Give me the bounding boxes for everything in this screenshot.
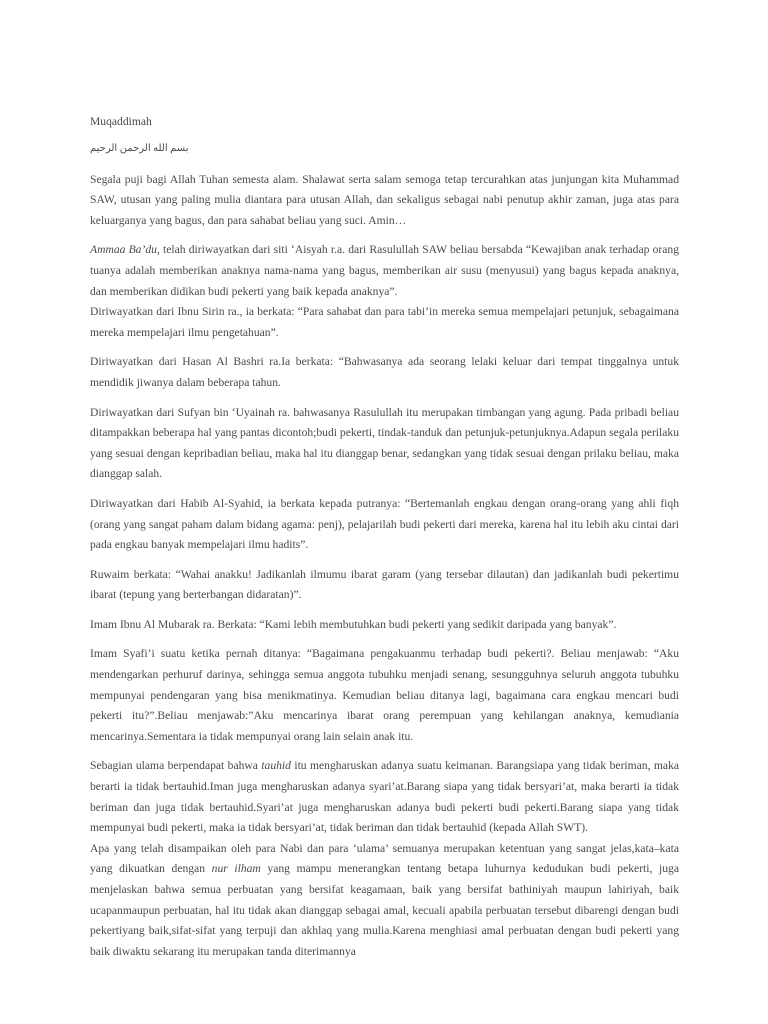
paragraph-text: Sebagian ulama berpendapat bahwa	[90, 759, 262, 773]
paragraph-nur-ilham	[90, 839, 679, 963]
paragraph-imam-syafii: Imam Syafi’i suatu ketika pernah ditanya: “Bagaimana pengakuanmu terhadap budi pekerti?. Beliau menjawab: “Aku mendengarkan perhuruf darinya, sehingga semua anggota tubuhku menjadi senang, sesungguhnya seluruh anggota tubuhku mempunyai pendengaran yang bisa menikmatinya. Kemudian beliau ditanya lagi, bagaimana cara engkau mencari budi pekerti itu?”.Beliau menjawab:”Aku mencarinya ibarat orang perempuan yang kehilangan anaknya, kemudiania mencarinya.Sementara ia tidak mempunyai orang lain selain anak itu.	[90, 647, 679, 743]
paragraph-hasan-al-bashri: Diriwayatkan dari Hasan Al Bashri ra.Ia berkata: “Bahwasanya ada seorang lelaki keluar dari tempat tinggalnya untuk mendidik jiwanya dalam beberapa tahun.	[90, 355, 679, 389]
italic-term: tauhid	[261, 759, 291, 773]
paragraph-habib-al-syahid: Diriwayatkan dari Habib Al-Syahid, ia berkata kepada putranya: “Bertemanlah engkau dengan orang-orang yang ahli fiqh (orang yang sangat paham dalam bidang agama: penj), pelajarilah budi pekerti dari mereka, karena hal itu lebih aku cintai dari pada engkau banyak mempelajari ilmu hadits”.	[90, 496, 679, 552]
paragraph-ruwaim: Ruwaim berkata: “Wahai anakku! Jadikanlah ilmumu ibarat garam (yang tersebar dilautan) dan jadikanlah budi pekertimu ibarat (tepung yang berterbangan didaratan)”.	[90, 567, 679, 602]
paragraph-text: itu mengharuskan adanya suatu keimanan. Barangsiapa yang tidak beriman, maka berarti ia tidak bertauhid.Iman juga mengharuskan adanya syari’at.Barang siapa yang tidak bersyari’at, maka berarti ia tidak beriman dan juga tidak bertauhid.Syari’at juga mengharuskan adanya budi pekerti budi pekerti.Barang siapa yang tidak mempunyai budi pekerti, maka ia tidak bersyari’at, tidak beriman dan tidak bertauhid (kepada Allah SWT).	[90, 759, 680, 835]
bismillah-line: بسم الله الرحمن الرحيم	[90, 142, 189, 154]
document-page	[90, 112, 679, 962]
paragraph-ammaa-badu	[90, 240, 679, 302]
italic-phrase: Ammaa Ba’du	[90, 243, 157, 257]
paragraph-text: Apa yang telah disampaikan oleh para Nabi dan para ‘ulama’ semuanya merupakan ketentuan yang sangat jelas,kata–kata yang dikuatkan dengan	[90, 841, 679, 876]
document-heading: Muqaddimah	[90, 115, 152, 128]
paragraph-text: yang mampu menerangkan tentang betapa luhurnya kedudukan budi pekerti, juga menjelaskan bahwa semua perbuatan yang bersifat keagamaan, baik yang bersifat bathiniyah maupun lahiriyah, baik ucapanmaupun perbuatan, hal itu tidak akan dianggap sebagai amal, kecuali apabila perbuatan tersebut dibarengi dengan budi pekertiyang baik,sifat-sifat yang terpuji dan akhlaq yang mulia.Karena menghiasi amal perbuatan dengan budi pekerti yang baik diwaktu sekarang itu merupakan tanda diterimannya	[90, 862, 679, 958]
paragraph-ibnu-al-mubarak: Imam Ibnu Al Mubarak ra. Berkata: “Kami lebih membutuhkan budi pekerti yang sedikit daripada yang banyak”.	[90, 617, 617, 631]
paragraph-ibnu-sirin: Diriwayatkan dari Ibnu Sirin ra., ia berkata: “Para sahabat dan para tabi’in mereka semua mempelajari petunjuk, sebagaimana mereka mempelajari ilmu pengetahuan”.	[90, 305, 679, 339]
paragraph-tauhid	[90, 756, 679, 838]
italic-term: nur ilham	[211, 862, 261, 876]
paragraph-sufyan: Diriwayatkan dari Sufyan bin ‘Uyainah ra. bahwasanya Rasulullah itu merupakan timbangan yang agung. Pada pribadi beliau ditampakkan beberapa hal yang pantas dicontoh;budi pekerti, tindak-tanduk dan petunjuk-petunjuknya.Adapun segala perilaku yang sesuai dengan kepribadian beliau, maka hal itu dianggap benar, sedangkan yang tidak sesuai dengan prilaku beliau, maka dianggap salah.	[90, 405, 679, 481]
paragraph-opening: Segala puji bagi Allah Tuhan semesta alam. Shalawat serta salam semoga tetap tercurahkan atas junjungan kita Muhammad SAW, utusan yang paling mulia diantara para utusan Allah, dan sekaligus sebagai nabi penutup akhir zaman, juga atas para keluarganya yang bagus, dan para sahabat beliau yang suci. Amin…	[90, 172, 679, 227]
paragraph-text: , telah diriwayatkan dari siti ‘Aisyah r.a. dari Rasulullah SAW beliau bersabda “Kewajiban anak terhadap orang tuanya adalah memberikan anaknya nama-nama yang bagus, memberikan air susu (menyusui) yang bagus kepada anaknya, dan memberikan didikan budi pekerti yang baik kepada anaknya”.	[90, 243, 679, 298]
